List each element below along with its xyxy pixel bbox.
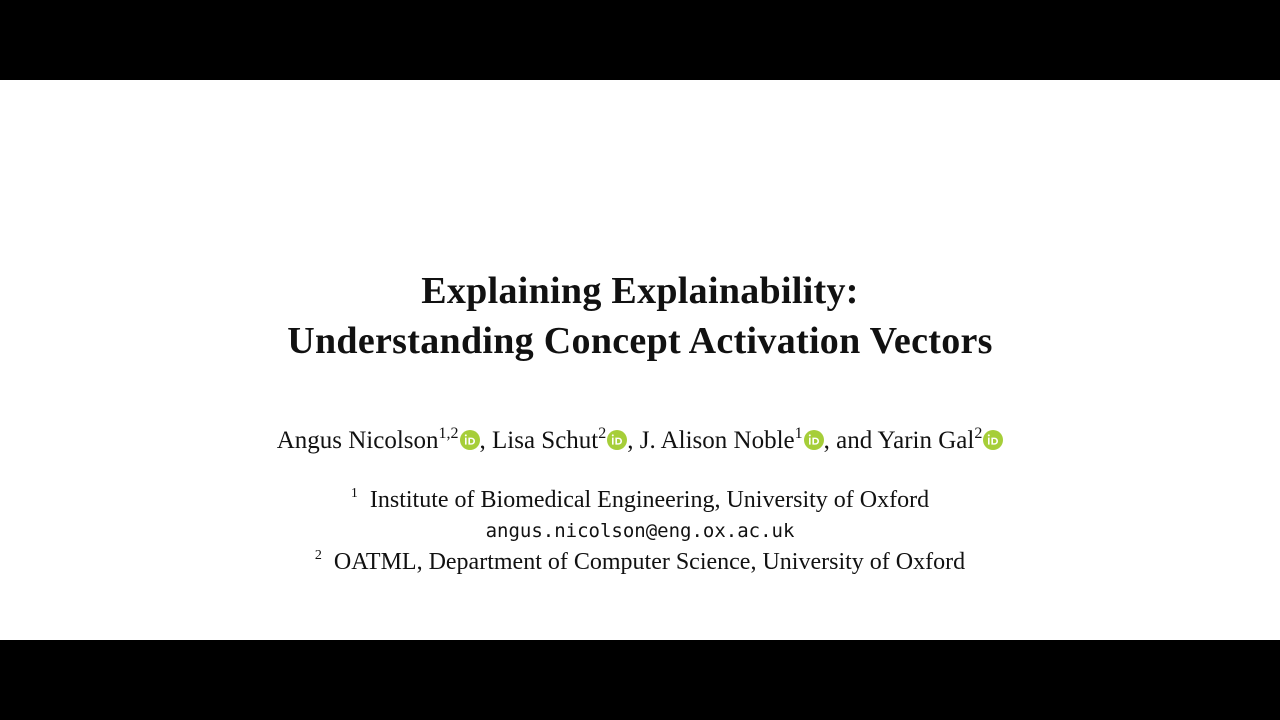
- author-separator: ,: [627, 427, 640, 454]
- author-name: J. Alison Noble: [639, 427, 795, 454]
- affiliation-mark: 1: [350, 486, 358, 501]
- affiliations: [0, 484, 1280, 578]
- author-separator: ,: [479, 427, 492, 454]
- title-slide: [0, 80, 1280, 640]
- orcid-icon[interactable]: [607, 423, 627, 443]
- author-name: Angus Nicolson: [276, 427, 439, 454]
- letterbox-top: [0, 0, 1280, 80]
- contact-email[interactable]: angus.nicolson@eng.ox.ac.uk: [485, 520, 795, 542]
- orcid-icon[interactable]: [460, 423, 480, 443]
- affiliation-mark: 2: [314, 548, 322, 563]
- author-affiliation-mark: 1: [794, 425, 803, 442]
- letterbox-bottom: [0, 640, 1280, 720]
- author-separator: , and: [823, 427, 878, 454]
- author-name: Lisa Schut: [492, 427, 599, 454]
- title-line-1: Explaining Explainability:: [421, 270, 859, 312]
- author-affiliation-mark: 2: [974, 425, 983, 442]
- author-name: Yarin Gal: [877, 427, 975, 454]
- affiliation-text: Institute of Biomedical Engineering, University of Oxford: [369, 487, 930, 513]
- affiliation-1: [0, 484, 1280, 516]
- author-list: [0, 421, 1280, 461]
- orcid-icon[interactable]: [804, 423, 824, 443]
- author-affiliation-mark: 2: [598, 425, 607, 442]
- affiliation-2: [0, 546, 1280, 578]
- author-affiliation-mark: 1,2: [438, 425, 459, 442]
- paper-title: [0, 266, 1280, 366]
- affiliation-text: OATML, Department of Computer Science, University of Oxford: [333, 549, 966, 575]
- orcid-icon[interactable]: [983, 423, 1003, 443]
- title-line-2: Understanding Concept Activation Vectors: [287, 320, 993, 362]
